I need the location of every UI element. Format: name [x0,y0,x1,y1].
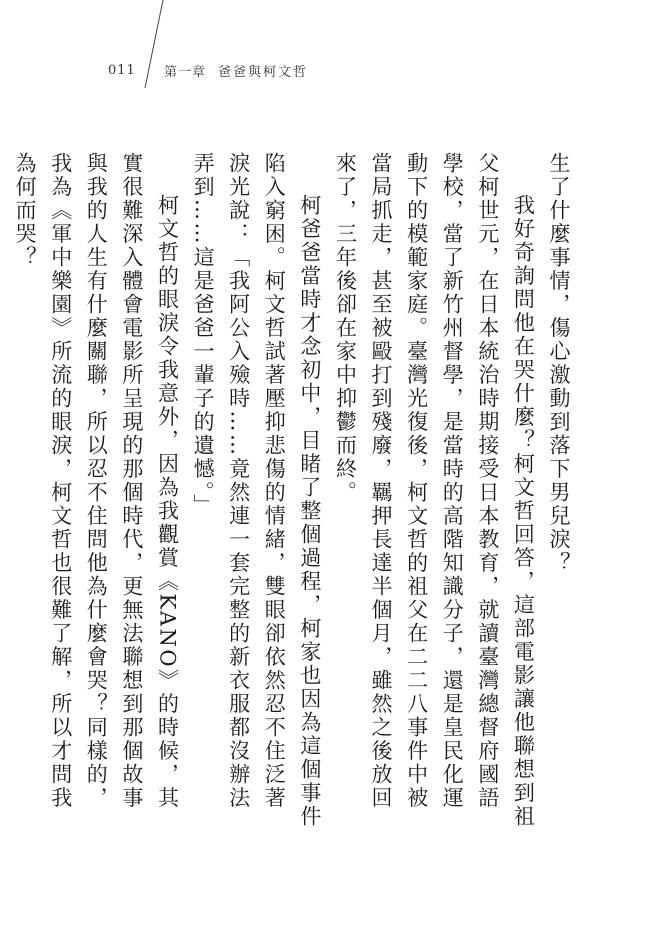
page-number: 011 [108,62,136,78]
paragraph: 柯文哲的眼淚令我意外，因為我觀賞《KANO》的時候，其實很難深入體會電影所呈現的那個時代，更無法聯想到那個故事與我的人生有什麼關聯，所以忍不住問他為什麼會哭？同樣的，我為《軍中樂園》所流的眼淚，柯文哲也很難了解，所以才問我為何而哭？ [13,152,180,811]
paragraph: 生了什麼事情，傷心激動到落下男兒淚？ [547,152,571,575]
paragraph: 我好奇詢問他在哭什麼？柯文哲回答，這部電影讓他聯想到祖父柯世元，在日本統治時期接受日本教育，就讀臺灣總督府國語學校，當了新竹州督學，是當時的高階知識分子，還是皇民化運動下的模範家庭。臺灣光復後，柯文哲的祖父在二二八事件中被當局抓走，甚至被毆打到殘廢，羈押長達半個月，雖然之後放回來了，三年後卻在家中抑鬱而終。 [333,152,536,829]
vertical-body-text [7,152,577,832]
chapter-label: 第一章 [164,64,207,80]
running-header [108,58,308,82]
paragraph: 柯爸爸當時才念初中，目睹了整個過程，柯家也因為這個事件陷入窮困。柯文哲試著壓抑悲傷的情緒，雙眼卻依然忍不住泛著淚光說：「我阿公入殮時……竟然連一套完整的新衣服都沒辦法弄到……這是爸爸一輩子的遺憾。」 [191,152,322,829]
chapter-title: 爸爸與柯文哲 [218,64,309,80]
